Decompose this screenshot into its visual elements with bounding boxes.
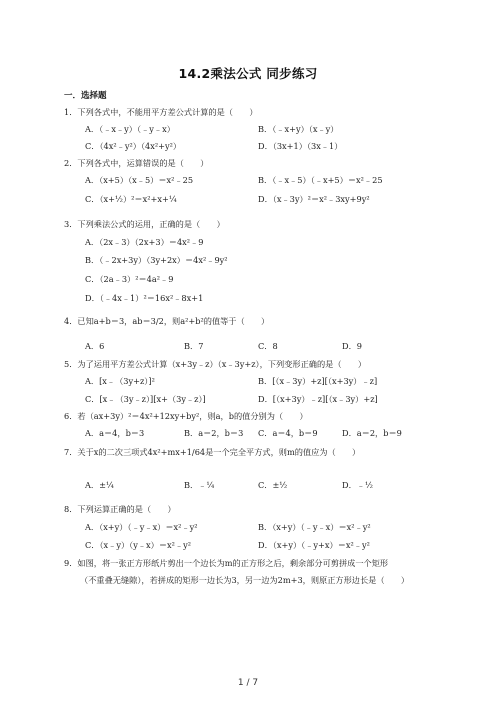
option-7c: C．±½ [258, 480, 288, 490]
option-8b: B．（x+y）（﹣y﹣x）＝x²﹣y² [258, 522, 371, 532]
option-1b: B．（﹣x+y）（x﹣y） [258, 124, 339, 134]
option-5c: C．[x﹣（3y﹣z）][x+（3y﹣z）] [85, 394, 206, 404]
question-4: 4．已知a+b＝3，ab＝3/2，则a²+b²的值等于（ ） [64, 316, 270, 326]
option-5b: B．[（x﹣3y）+z][（x+3y）﹣z] [258, 376, 378, 386]
option-2b: B．（﹣x﹣5）（﹣x+5）＝x²﹣25 [258, 175, 383, 185]
option-5d: D．[（x+3y）﹣z][（x﹣3y）+z] [258, 394, 378, 404]
option-4c: C．8 [258, 341, 278, 351]
option-6b: B．a＝2，b＝3 [184, 428, 244, 438]
question-9: 9．如图，将一张正方形纸片剪出一个边长为m的正方形之后，剩余部分可剪拼成一个矩形 [64, 558, 389, 568]
question-2: 2．下列各式中，运算错误的是（ ） [64, 158, 209, 168]
option-2d: D．（x﹣3y）²＝x²﹣3xy+9y² [258, 194, 370, 204]
option-3c: C．（2a﹣3）²＝4a²﹣9 [85, 274, 174, 284]
question-7: 7．关于x的二次三项式4x²+mx+1/64是一个完全平方式，则m的值应为（ ） [64, 447, 361, 457]
option-2c: C．（x+½）²＝x²+x+¼ [85, 194, 177, 204]
option-6d: D．a＝2，b＝9 [342, 428, 402, 438]
option-4a: A．6 [85, 341, 105, 351]
page-title: 14.2乘法公式 同步练习 [178, 66, 318, 81]
option-1c: C．（4x²﹣y²）（4x²+y²） [85, 141, 182, 151]
option-6a: A．a＝4，b＝3 [85, 428, 145, 438]
page-number: 1 / 7 [237, 678, 259, 688]
option-7b: B．﹣¼ [184, 480, 215, 490]
option-3d: D．（﹣4x﹣1）²＝16x²﹣8x+1 [85, 293, 204, 303]
option-3a: A．（2x﹣3）（2x+3）＝4x²﹣9 [85, 237, 204, 247]
option-7d: D．﹣½ [342, 480, 373, 490]
question-1: 1．下列各式中，不能用平方差公式计算的是（ ） [64, 107, 258, 117]
question-6: 6．若（ax+3y）²＝4x²+12xy+by²，则a，b的值分别为（ ） [64, 411, 308, 421]
question-8: 8．下列运算正确的是（ ） [64, 504, 176, 514]
option-1d: D．（3x+1）（3x﹣1） [258, 141, 343, 151]
option-8a: A．（x+y）（﹣y﹣x）＝x²﹣y² [85, 522, 198, 532]
option-8c: C．（x﹣y）（y﹣x）＝x²﹣y² [85, 540, 192, 550]
option-1a: A．（﹣x﹣y）（﹣y﹣x） [85, 124, 175, 134]
option-2a: A．（x+5）（x﹣5）＝x²﹣25 [85, 175, 194, 185]
option-7a: A．±¼ [85, 480, 114, 490]
option-4d: D．9 [342, 341, 362, 351]
section-heading: 一．选择题 [64, 91, 107, 101]
option-4b: B．7 [184, 341, 204, 351]
question-5: 5．为了运用平方差公式计算（x+3y﹣z）（x﹣3y+z），下列变形正确的是（ ） [64, 359, 367, 369]
question-9-continued: （不重叠无缝隙），若拼成的矩形一边长为3，另一边为2m+3，则原正方形边长是（ ） [80, 575, 410, 585]
option-5a: A．[x﹣（3y+z）]² [85, 376, 155, 386]
option-8d: D．（x+y）（﹣y+x）＝x²﹣y² [258, 540, 370, 550]
option-6c: C．a＝4，b＝9 [258, 428, 318, 438]
option-3b: B．（﹣2x+3y）（3y+2x）＝4x²﹣9y² [85, 255, 228, 265]
question-3: 3．下列乘法公式的运用，正确的是（ ） [64, 219, 225, 229]
